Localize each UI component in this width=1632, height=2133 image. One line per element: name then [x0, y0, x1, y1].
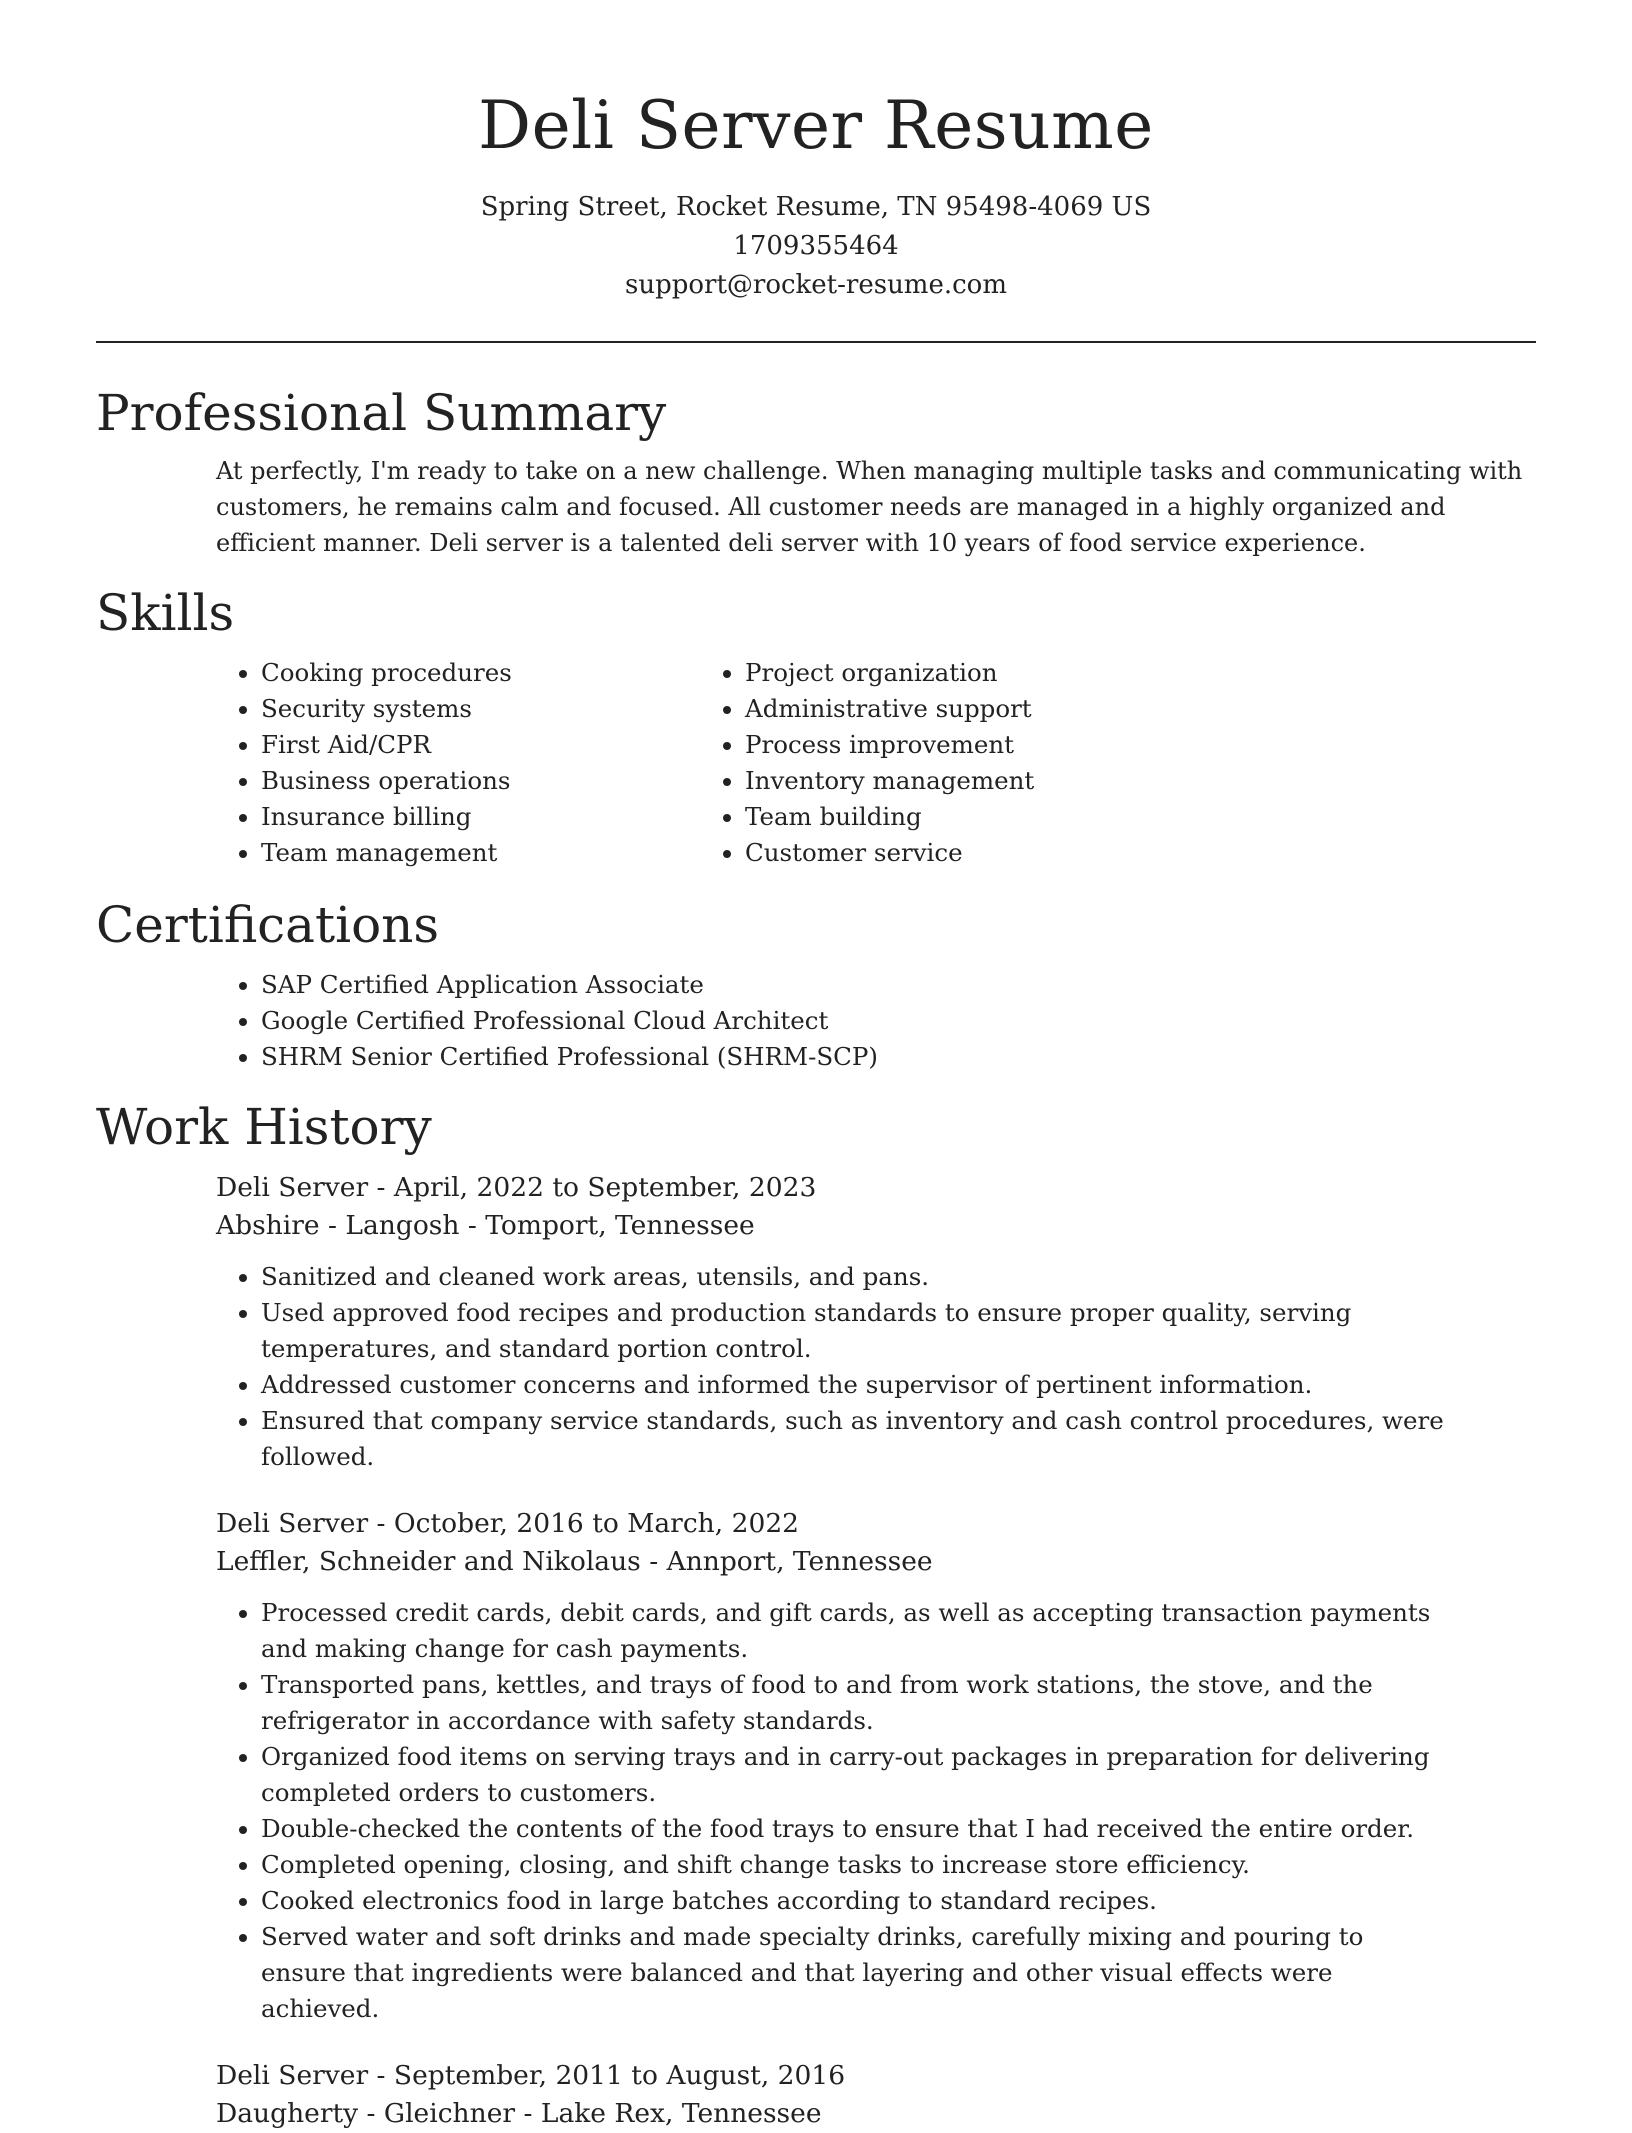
job-location: - Lake Rex, Tennessee — [515, 2098, 822, 2129]
address: Spring Street, Rocket Resume, TN 95498-4069 US — [480, 192, 1152, 222]
job-duty: • Cooked electronics food in large batches according to standard recipes. — [261, 1883, 1446, 1919]
skill-item: • Cooking procedures — [261, 655, 745, 691]
resume-page — [96, 0, 1536, 2133]
job-duty: • Addressed customer concerns and informed the supervisor of pertinent information. — [261, 1367, 1446, 1403]
skill-item: • Security systems — [261, 691, 745, 727]
certification-item: • Google Certified Professional Cloud Architect — [261, 1003, 1536, 1039]
job-entry — [96, 1505, 1536, 2027]
skills-right-list — [745, 655, 1345, 871]
job-duties-list — [96, 1259, 1446, 1475]
job-title-dates: Deli Server - October, 2016 to March, 2022 — [216, 1508, 800, 1539]
skill-item: • Business operations — [261, 763, 745, 799]
certification-item: • SHRM Senior Certified Professional (SHRM-SCP) — [261, 1039, 1536, 1075]
contact-block — [96, 188, 1536, 305]
skills-heading: Skills — [96, 584, 235, 642]
header-divider — [96, 341, 1536, 343]
certifications-heading: Certifications — [96, 896, 440, 954]
skill-item: • Team management — [261, 835, 745, 871]
job-company: Daugherty - Gleichner — [216, 2098, 516, 2129]
job-location: - Tomport, Tennessee — [459, 1210, 755, 1241]
job-company-line — [216, 2095, 1536, 2133]
job-company: Leffler, Schneider and Nikolaus — [216, 1546, 641, 1577]
skills-left-list — [96, 655, 745, 871]
email: support@rocket-resume.com — [624, 270, 1007, 300]
job-location: - Annport, Tennessee — [640, 1546, 933, 1577]
summary-heading: Professional Summary — [96, 384, 667, 442]
job-duty: • Served water and soft drinks and made specialty drinks, carefully mixing and pouring to ensure that ingredients were balanced and that layering and other visual effects were achieved. — [261, 1919, 1446, 2027]
skill-item: • Inventory management — [745, 763, 1345, 799]
skill-item: • Project organization — [745, 655, 1345, 691]
job-company-line — [216, 1207, 1536, 1245]
job-title-dates: Deli Server - April, 2022 to September, 2023 — [216, 1172, 817, 1203]
job-duty: • Sanitized and cleaned work areas, utensils, and pans. — [261, 1259, 1446, 1295]
job-title-dates: Deli Server - September, 2011 to August, 2016 — [216, 2060, 846, 2091]
phone: 1709355464 — [733, 231, 899, 261]
skill-item: • Administrative support — [745, 691, 1345, 727]
skill-item: • Process improvement — [745, 727, 1345, 763]
skill-item: • Customer service — [745, 835, 1345, 871]
job-company-line — [216, 1543, 1536, 1581]
job-duty: • Double-checked the contents of the food trays to ensure that I had received the entire order. — [261, 1811, 1446, 1847]
skill-item: • Insurance billing — [261, 799, 745, 835]
resume-header — [96, 0, 1536, 305]
summary-text: At perfectly, I'm ready to take on a new challenge. When managing multiple tasks and communicating with customers, he remains calm and focused. All customer needs are managed in a highly organized and efficient manner. Deli server is a talented deli server with 10 years of food service experience. — [216, 457, 1523, 557]
job-duty: • Used approved food recipes and production standards to ensure proper quality, serving temperatures, and standard portion control. — [261, 1295, 1446, 1367]
job-company: Abshire - Langosh — [216, 1210, 460, 1241]
resume-title: Deli Server Resume — [478, 87, 1154, 164]
certification-item: • SAP Certified Application Associate — [261, 967, 1536, 1003]
job-entry — [96, 1169, 1536, 1475]
job-duties-list — [96, 1595, 1446, 2027]
job-duty: • Organized food items on serving trays and in carry-out packages in preparation for delivering completed orders to customers. — [261, 1739, 1446, 1811]
job-duty: • Transported pans, kettles, and trays of food to and from work stations, the stove, and the refrigerator in accordance with safety standards. — [261, 1667, 1446, 1739]
job-duty: • Ensured that company service standards, such as inventory and cash control procedures, were followed. — [261, 1403, 1446, 1475]
job-entry — [96, 2057, 1536, 2133]
work-history-heading: Work History — [96, 1098, 432, 1156]
skills-columns — [96, 655, 1536, 871]
skill-item: • First Aid/CPR — [261, 727, 745, 763]
job-duty: • Completed opening, closing, and shift change tasks to increase store efficiency. — [261, 1847, 1446, 1883]
certifications-list — [96, 967, 1536, 1075]
job-duty: • Processed credit cards, debit cards, and gift cards, as well as accepting transaction payments and making change for cash payments. — [261, 1595, 1446, 1667]
skill-item: • Team building — [745, 799, 1345, 835]
